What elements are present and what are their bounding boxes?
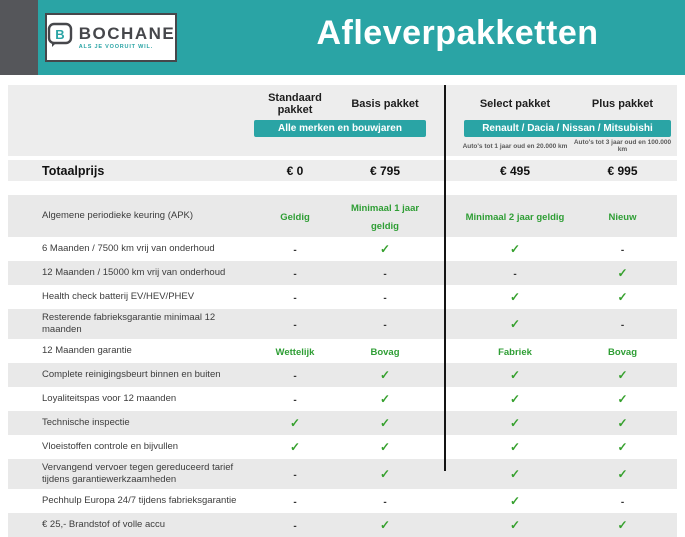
check-icon: ✓ <box>509 466 521 481</box>
feature-cell <box>340 240 430 258</box>
group-badges <box>8 120 677 137</box>
check-icon: ✓ <box>509 517 521 532</box>
total-price-row <box>8 156 677 181</box>
feature-cell <box>250 465 340 483</box>
check-icon: ✓ <box>379 517 391 532</box>
price-value-select: € 495 <box>499 163 531 178</box>
table-row <box>8 387 677 411</box>
table-row <box>8 363 677 387</box>
feature-cell <box>460 315 570 333</box>
column-header-basis: Basis pakket <box>351 98 419 110</box>
feature-cell <box>340 264 430 282</box>
feature-cell <box>570 315 675 333</box>
feature-cell <box>340 438 430 456</box>
check-icon: ✓ <box>379 439 391 454</box>
feature-label: 6 Maanden / 7500 km vrij van onderhoud <box>42 243 215 255</box>
feature-cell <box>570 492 675 510</box>
feature-cell <box>250 492 340 510</box>
price-value-plus: € 995 <box>607 163 638 178</box>
table-row <box>8 513 677 537</box>
feature-cell <box>570 390 675 408</box>
dash-mark: - <box>293 469 297 481</box>
feature-cell <box>570 264 675 282</box>
feature-label: 12 Maanden / 15000 km vrij van onderhoud <box>42 267 226 279</box>
feature-value-text: Nieuw <box>608 212 637 223</box>
feature-cell <box>340 198 430 234</box>
feature-label: Resterende fabrieksgarantie minimaal 12 maanden <box>42 312 216 335</box>
dash-mark: - <box>513 269 517 280</box>
group-badge-all-brands: Alle merken en bouwjaren <box>254 120 426 137</box>
check-icon: ✓ <box>509 316 521 331</box>
feature-cell <box>460 240 570 258</box>
feature-label: € 25,- Brandstof of volle accu <box>42 518 166 530</box>
table-row <box>8 411 677 435</box>
feature-value-text: Geldig <box>280 212 310 223</box>
feature-cell <box>250 366 340 384</box>
feature-cell <box>460 465 570 483</box>
feature-label: Health check batterij EV/HEV/PHEV <box>42 291 195 303</box>
dash-mark: - <box>293 394 297 406</box>
table-row <box>8 261 677 285</box>
feature-cell <box>460 342 570 360</box>
feature-cell <box>250 264 340 282</box>
check-icon: ✓ <box>617 415 628 430</box>
feature-label: Pechhulp Europa 24/7 tijdens fabrieksgarantie <box>42 494 237 506</box>
column-header-standaard: Standaard pakket <box>268 92 322 116</box>
price-value-standaard: € 0 <box>286 163 304 178</box>
feature-value-text: Minimaal 2 jaar geldig <box>465 212 565 223</box>
logo-text <box>79 25 175 51</box>
feature-value-text: Bovag <box>370 346 400 358</box>
feature-cell <box>570 207 675 225</box>
dash-mark: - <box>293 520 297 532</box>
feature-value-text: Bovag <box>607 346 638 358</box>
column-header-select: Select pakket <box>479 98 551 110</box>
check-icon: ✓ <box>289 415 301 430</box>
feature-cell <box>250 315 340 333</box>
check-icon: ✓ <box>379 415 391 430</box>
feature-cell <box>250 342 340 360</box>
check-icon: ✓ <box>509 290 521 304</box>
feature-cell <box>460 390 570 408</box>
feature-rows <box>8 195 677 537</box>
check-icon: ✓ <box>617 290 628 304</box>
check-icon: ✓ <box>379 466 391 481</box>
subnote-select: Auto's tot 1 jaar oud en 20.000 km <box>462 142 568 150</box>
feature-cell <box>340 465 430 483</box>
feature-cell <box>340 288 430 306</box>
logo-bubble-icon <box>47 22 73 53</box>
column-header-spacer <box>8 102 250 108</box>
feature-cell <box>460 414 570 432</box>
feature-cell <box>460 366 570 384</box>
feature-label: Algemene periodieke keuring (APK) <box>42 210 194 222</box>
feature-label: 12 Maanden garantie <box>42 344 132 356</box>
check-icon: ✓ <box>509 242 521 256</box>
feature-cell <box>460 207 570 225</box>
svg-text:B: B <box>55 27 65 42</box>
group-badge-renault-dacia-nissan-mitsubishi: Renault / Dacia / Nissan / Mitsubishi <box>464 120 671 137</box>
corner-block <box>0 0 38 75</box>
feature-cell <box>250 207 340 225</box>
dash-mark: - <box>293 293 297 304</box>
feature-cell <box>570 465 675 483</box>
feature-cell <box>250 390 340 408</box>
brand-tagline: ALS JE VOORUIT WIL. <box>78 43 153 50</box>
check-icon: ✓ <box>379 391 391 406</box>
dash-mark: - <box>383 269 387 280</box>
feature-value-text: Minimaal 1 jaar geldig <box>350 203 420 232</box>
check-icon: ✓ <box>617 439 628 454</box>
check-icon: ✓ <box>509 493 521 508</box>
dash-mark: - <box>620 245 625 256</box>
table-row <box>8 195 677 237</box>
table-row <box>8 237 677 261</box>
subnote-plus: Auto's tot 3 jaar oud en 100.000 km <box>573 139 672 153</box>
check-icon: ✓ <box>379 367 391 382</box>
feature-cell <box>340 492 430 510</box>
feature-cell <box>460 492 570 510</box>
feature-cell <box>570 438 675 456</box>
table-row <box>8 285 677 309</box>
feature-label: Vloeistoffen controle en bijvullen <box>42 440 179 452</box>
check-icon: ✓ <box>509 367 521 382</box>
price-value-basis: € 795 <box>369 163 401 178</box>
feature-cell <box>340 315 430 333</box>
table-row <box>8 339 677 363</box>
column-header-plus: Plus pakket <box>591 98 654 110</box>
feature-cell <box>340 366 430 384</box>
table-header-band <box>8 85 677 181</box>
feature-cell <box>250 240 340 258</box>
feature-cell <box>570 516 675 534</box>
check-icon: ✓ <box>289 439 301 454</box>
table-row <box>8 309 677 339</box>
feature-cell <box>460 516 570 534</box>
brand-name: BOCHANE <box>78 23 176 43</box>
feature-cell <box>570 414 675 432</box>
dash-mark: - <box>293 496 297 508</box>
dash-mark: - <box>293 319 297 331</box>
group-subnotes <box>8 137 677 153</box>
feature-label: Technische inspectie <box>42 416 130 428</box>
feature-cell <box>340 414 430 432</box>
table-row <box>8 489 677 513</box>
feature-cell <box>340 342 430 360</box>
check-icon: ✓ <box>617 367 628 382</box>
dash-mark: - <box>293 269 297 280</box>
feature-cell <box>250 288 340 306</box>
check-icon: ✓ <box>509 415 521 430</box>
feature-value-text: Fabriek <box>498 346 532 358</box>
feature-cell <box>250 516 340 534</box>
check-icon: ✓ <box>617 391 628 406</box>
check-icon: ✓ <box>509 439 521 454</box>
dash-mark: - <box>293 245 297 256</box>
feature-label: Complete reinigingsbeurt binnen en buiten <box>42 368 221 380</box>
feature-cell <box>340 390 430 408</box>
check-icon: ✓ <box>379 242 391 256</box>
feature-value-text: Wettelijk <box>275 346 315 358</box>
dash-mark: - <box>383 319 387 331</box>
feature-cell <box>250 414 340 432</box>
group-divider-line <box>444 85 446 471</box>
feature-cell <box>340 516 430 534</box>
feature-cell <box>570 240 675 258</box>
check-icon: ✓ <box>617 266 628 280</box>
check-icon: ✓ <box>617 466 628 481</box>
dash-mark: - <box>293 370 297 382</box>
feature-cell <box>570 288 675 306</box>
feature-cell <box>460 288 570 306</box>
dash-mark: - <box>620 319 625 331</box>
price-label: Totaalprijs <box>42 163 105 178</box>
brand-logo <box>45 13 177 62</box>
feature-cell <box>460 438 570 456</box>
column-headers <box>8 90 677 120</box>
feature-cell <box>570 342 675 360</box>
feature-cell <box>570 366 675 384</box>
feature-cell <box>250 438 340 456</box>
dash-mark: - <box>620 496 625 508</box>
dash-mark: - <box>383 293 387 304</box>
dash-mark: - <box>383 496 387 508</box>
page-title: Afleverpakketten <box>316 14 599 52</box>
feature-label: Vervangend vervoer tegen gereduceerd tarief tijdens garantiewerkzaamheden <box>42 461 234 485</box>
feature-label: Loyaliteitspas voor 12 maanden <box>42 392 177 404</box>
check-icon: ✓ <box>509 391 521 406</box>
table-row <box>8 459 677 489</box>
table-row <box>8 435 677 459</box>
check-icon: ✓ <box>617 517 628 532</box>
header-bar <box>0 0 685 75</box>
feature-cell <box>460 264 570 282</box>
